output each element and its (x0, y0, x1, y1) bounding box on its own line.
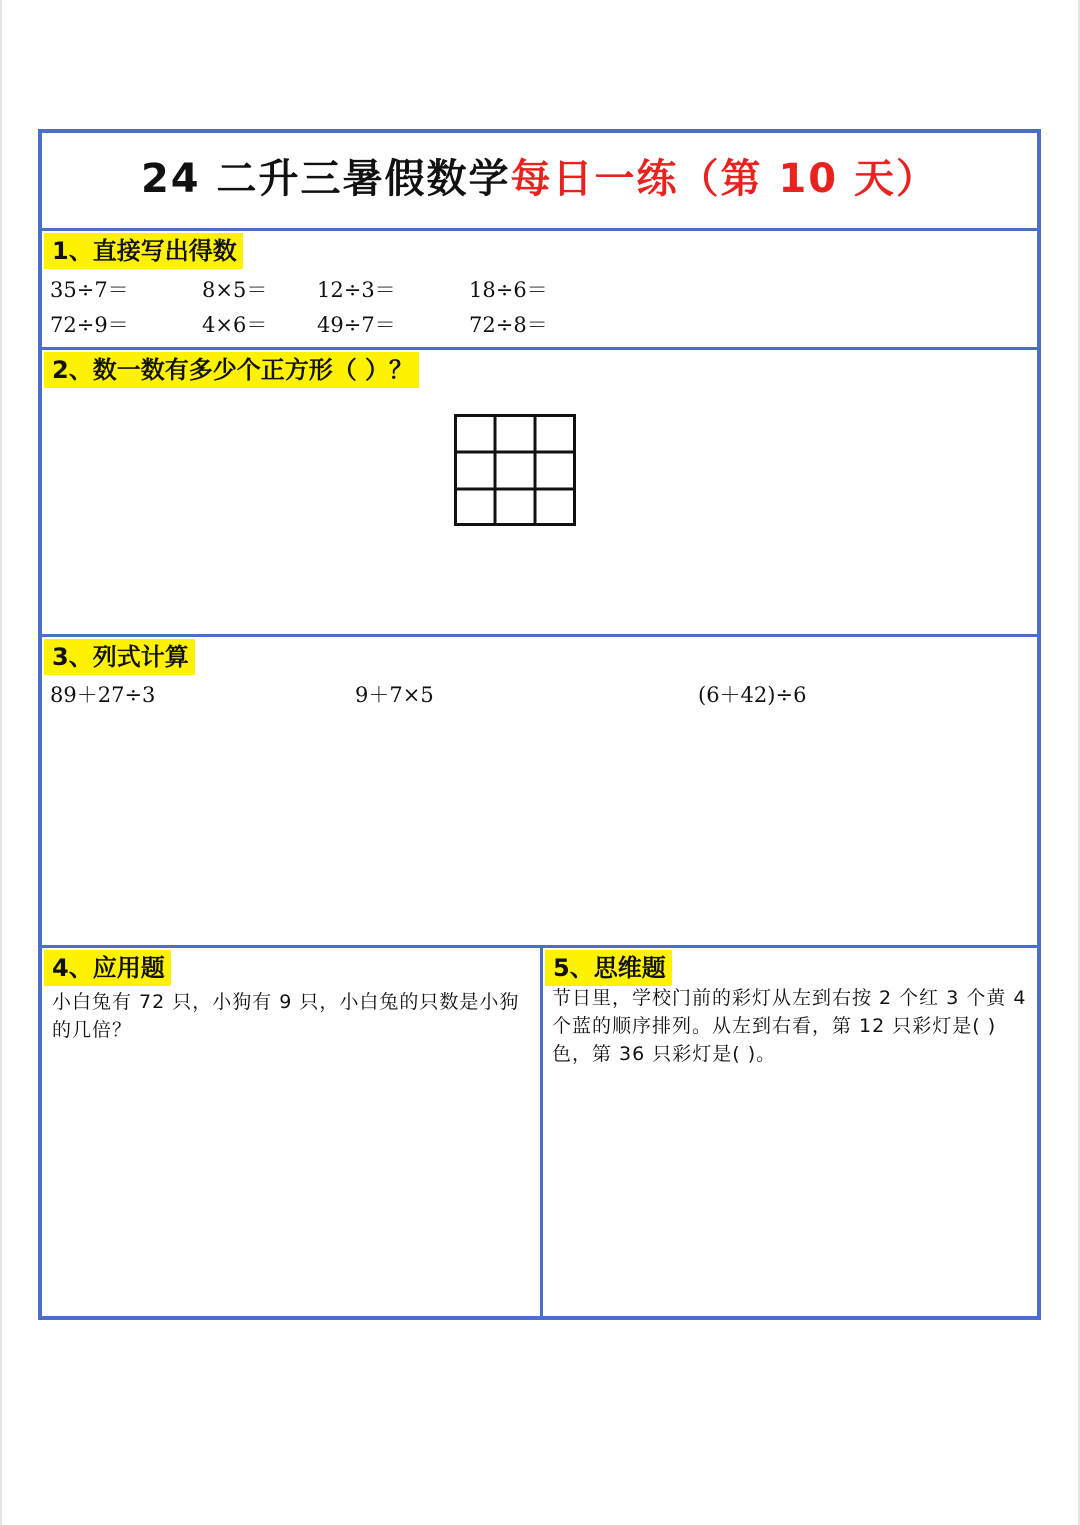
calc-item: 72÷9＝ (50, 313, 129, 337)
divider-section-4-5 (540, 945, 543, 1320)
page-edge-left (0, 0, 2, 1525)
calc-item: 8×5＝ (202, 278, 268, 302)
thinking-problem-text: 节日里，学校门前的彩灯从左到右按 2 个红 3 个黄 4 个蓝的顺序排列。从左到右看，第 12 只彩灯是( )色，第 36 只彩灯是( )。 (552, 987, 1027, 1065)
divider-section-1 (42, 347, 1037, 350)
divider-title (42, 228, 1037, 231)
divider-section-2 (42, 634, 1037, 637)
title-black-part: 24 二升三暑假数学 (140, 156, 511, 202)
calc-item: 12÷3＝ (317, 278, 396, 302)
section-2-heading: 2、数一数有多少个正方形（ ）？ (44, 352, 419, 388)
calc-item: 35÷7＝ (50, 278, 129, 302)
section-5-heading: 5、思维题 (545, 950, 672, 986)
page-title (42, 151, 1037, 207)
worksheet-frame (38, 129, 1041, 1320)
calc-item: 4×6＝ (202, 313, 268, 337)
word-problem-text: 小白兔有 72 只，小狗有 9 只，小白兔的只数是小狗的几倍？ (52, 991, 520, 1041)
section-1-heading: 1、直接写出得数 (44, 233, 243, 269)
calc-item: 49÷7＝ (317, 313, 396, 337)
expression-item: 9＋7×5 (355, 683, 434, 707)
square-grid-figure (454, 414, 576, 526)
title-red-part: 每日一练（第 10 天） (510, 156, 939, 202)
section-4-heading: 4、应用题 (44, 950, 171, 986)
expression-item: (6＋42)÷6 (698, 683, 807, 707)
calc-item: 18÷6＝ (469, 278, 548, 302)
section-3-heading: 3、列式计算 (44, 639, 195, 675)
expression-item: 89＋27÷3 (50, 683, 156, 707)
calc-item: 72÷8＝ (469, 313, 548, 337)
grid-outer-square (456, 416, 575, 525)
